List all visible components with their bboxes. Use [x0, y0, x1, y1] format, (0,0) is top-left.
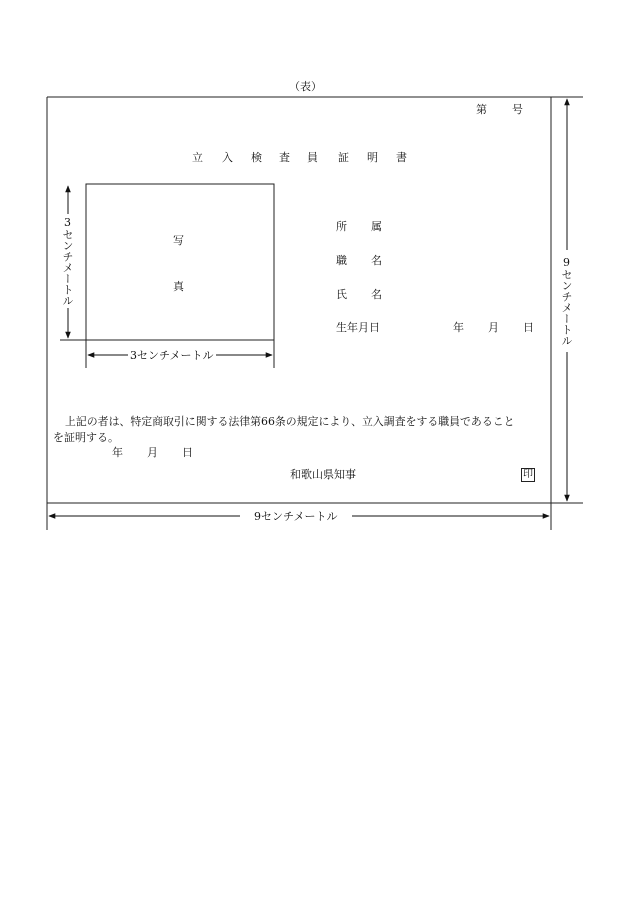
title-char: 検: [251, 151, 262, 164]
photo-width-label: 3センチメートル: [130, 349, 214, 362]
title-char: 立: [192, 151, 203, 164]
photo-char-2: 真: [173, 280, 184, 293]
photo-height-label: 3センチメートル: [61, 216, 74, 306]
field-position-1: 職: [336, 254, 347, 267]
issue-month: 月: [147, 446, 158, 459]
card-width-label: 9センチメートル: [240, 511, 352, 522]
field-affiliation-1: 所: [336, 220, 347, 233]
title-char: 証: [338, 151, 349, 164]
statement-line-2: を証明する。: [53, 431, 119, 444]
title-char: 書: [396, 151, 407, 164]
number-go: 号: [512, 103, 523, 116]
field-name-1: 氏: [336, 288, 347, 301]
field-name-2: 名: [371, 288, 382, 301]
field-birth-day: 日: [523, 321, 534, 334]
photo-box: [86, 184, 274, 340]
title-char: 入: [222, 151, 233, 164]
field-birth-year: 年: [453, 321, 464, 334]
statement-line-1: 上記の者は、特定商取引に関する法律第66条の規定により、立入調査をする職員であること: [65, 415, 515, 428]
title-char: 員: [307, 151, 318, 164]
field-birth-label: 生年月日: [336, 321, 380, 334]
title-char: 明: [367, 151, 378, 164]
issue-year: 年: [112, 446, 123, 459]
field-affiliation-2: 属: [371, 220, 382, 233]
header-label: （表）: [289, 80, 322, 93]
issue-day: 日: [182, 446, 193, 459]
field-position-2: 名: [371, 254, 382, 267]
card-height-label: 9センチメートル: [561, 250, 572, 352]
field-birth-month: 月: [488, 321, 499, 334]
seal-stamp: 印: [523, 469, 533, 480]
issuer: 和歌山県知事: [290, 468, 356, 481]
photo-char-1: 写: [173, 234, 184, 247]
number-dai: 第: [476, 103, 487, 116]
title-char: 査: [279, 151, 290, 164]
